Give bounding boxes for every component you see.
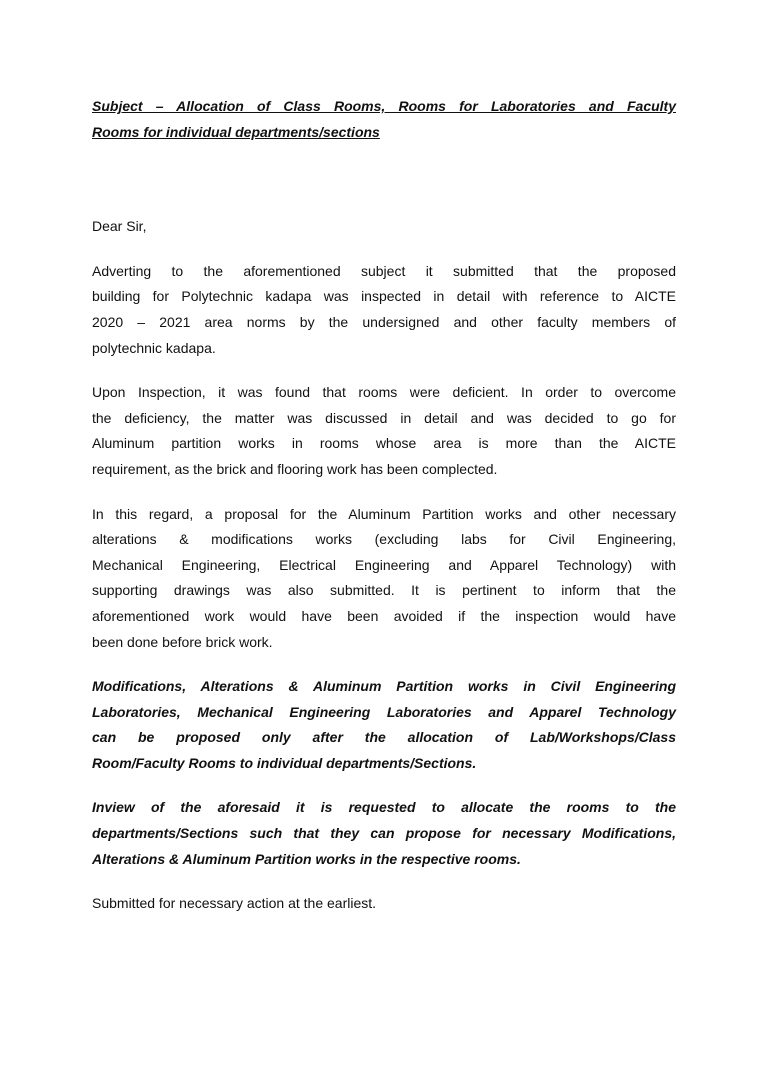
paragraph-line: aforementioned work would have been avoided if the inspection would have: [92, 607, 676, 624]
salutation: [92, 214, 676, 240]
paragraph-line: been done before brick work.: [92, 633, 273, 650]
paragraph-line: Submitted for necessary action at the earliest.: [92, 895, 377, 912]
body-paragraph: [92, 891, 676, 917]
paragraph-line: departments/Sections such that they can propose for necessary Modifications,: [92, 825, 676, 842]
paragraph-line: Aluminum partition works in rooms whose area is more than the AICTE: [92, 435, 676, 452]
paragraph-line: Laboratories, Mechanical Engineering Laboratories and Apparel Technology: [92, 703, 676, 720]
paragraph-line: Mechanical Engineering, Electrical Engineering and Apparel Technology) with: [92, 556, 676, 573]
paragraph-line: Upon Inspection, it was found that rooms were deficient. In order to overcome: [92, 384, 676, 401]
body-paragraph: [92, 795, 676, 872]
salutation-text: Dear Sir,: [92, 218, 147, 235]
paragraph-line: In this regard, a proposal for the Aluminum Partition works and other necessary: [92, 505, 676, 522]
paragraph-line: building for Polytechnic kadapa was inspected in detail with reference to AICTE: [92, 288, 676, 305]
subject-line: Subject – Allocation of Class Rooms, Rooms for Laboratories and Faculty: [92, 98, 676, 114]
paragraph-line: requirement, as the brick and flooring work has been complected.: [92, 460, 498, 477]
paragraph-line: alterations & modifications works (excluding labs for Civil Engineering,: [92, 531, 676, 548]
spacer: [92, 164, 676, 214]
subject-heading: [92, 94, 676, 145]
subject-line: Rooms for individual departments/sections: [92, 123, 380, 140]
paragraph-line: polytechnic kadapa.: [92, 339, 216, 356]
paragraph-line: Adverting to the aforementioned subject it submitted that the proposed: [92, 262, 676, 279]
paragraph-line: Alterations & Aluminum Partition works in the respective rooms.: [92, 850, 521, 867]
paragraph-line: supporting drawings was also submitted. It is pertinent to inform that the: [92, 582, 676, 599]
letter-page: [92, 94, 676, 936]
paragraph-line: 2020 – 2021 area norms by the undersigned and other faculty members of: [92, 313, 676, 330]
letter-body: [92, 259, 676, 917]
paragraph-line: can be proposed only after the allocation of Lab/Workshops/Class: [92, 729, 676, 746]
paragraph-line: Inview of the aforesaid it is requested to allocate the rooms to the: [92, 799, 676, 816]
body-paragraph: [92, 259, 676, 361]
paragraph-line: Modifications, Alterations & Aluminum Partition works in Civil Engineering: [92, 678, 676, 695]
body-paragraph: [92, 502, 676, 656]
body-paragraph: [92, 674, 676, 776]
body-paragraph: [92, 380, 676, 482]
paragraph-line: Room/Faculty Rooms to individual departments/Sections.: [92, 754, 477, 771]
paragraph-line: the deficiency, the matter was discussed in detail and was decided to go for: [92, 409, 676, 426]
